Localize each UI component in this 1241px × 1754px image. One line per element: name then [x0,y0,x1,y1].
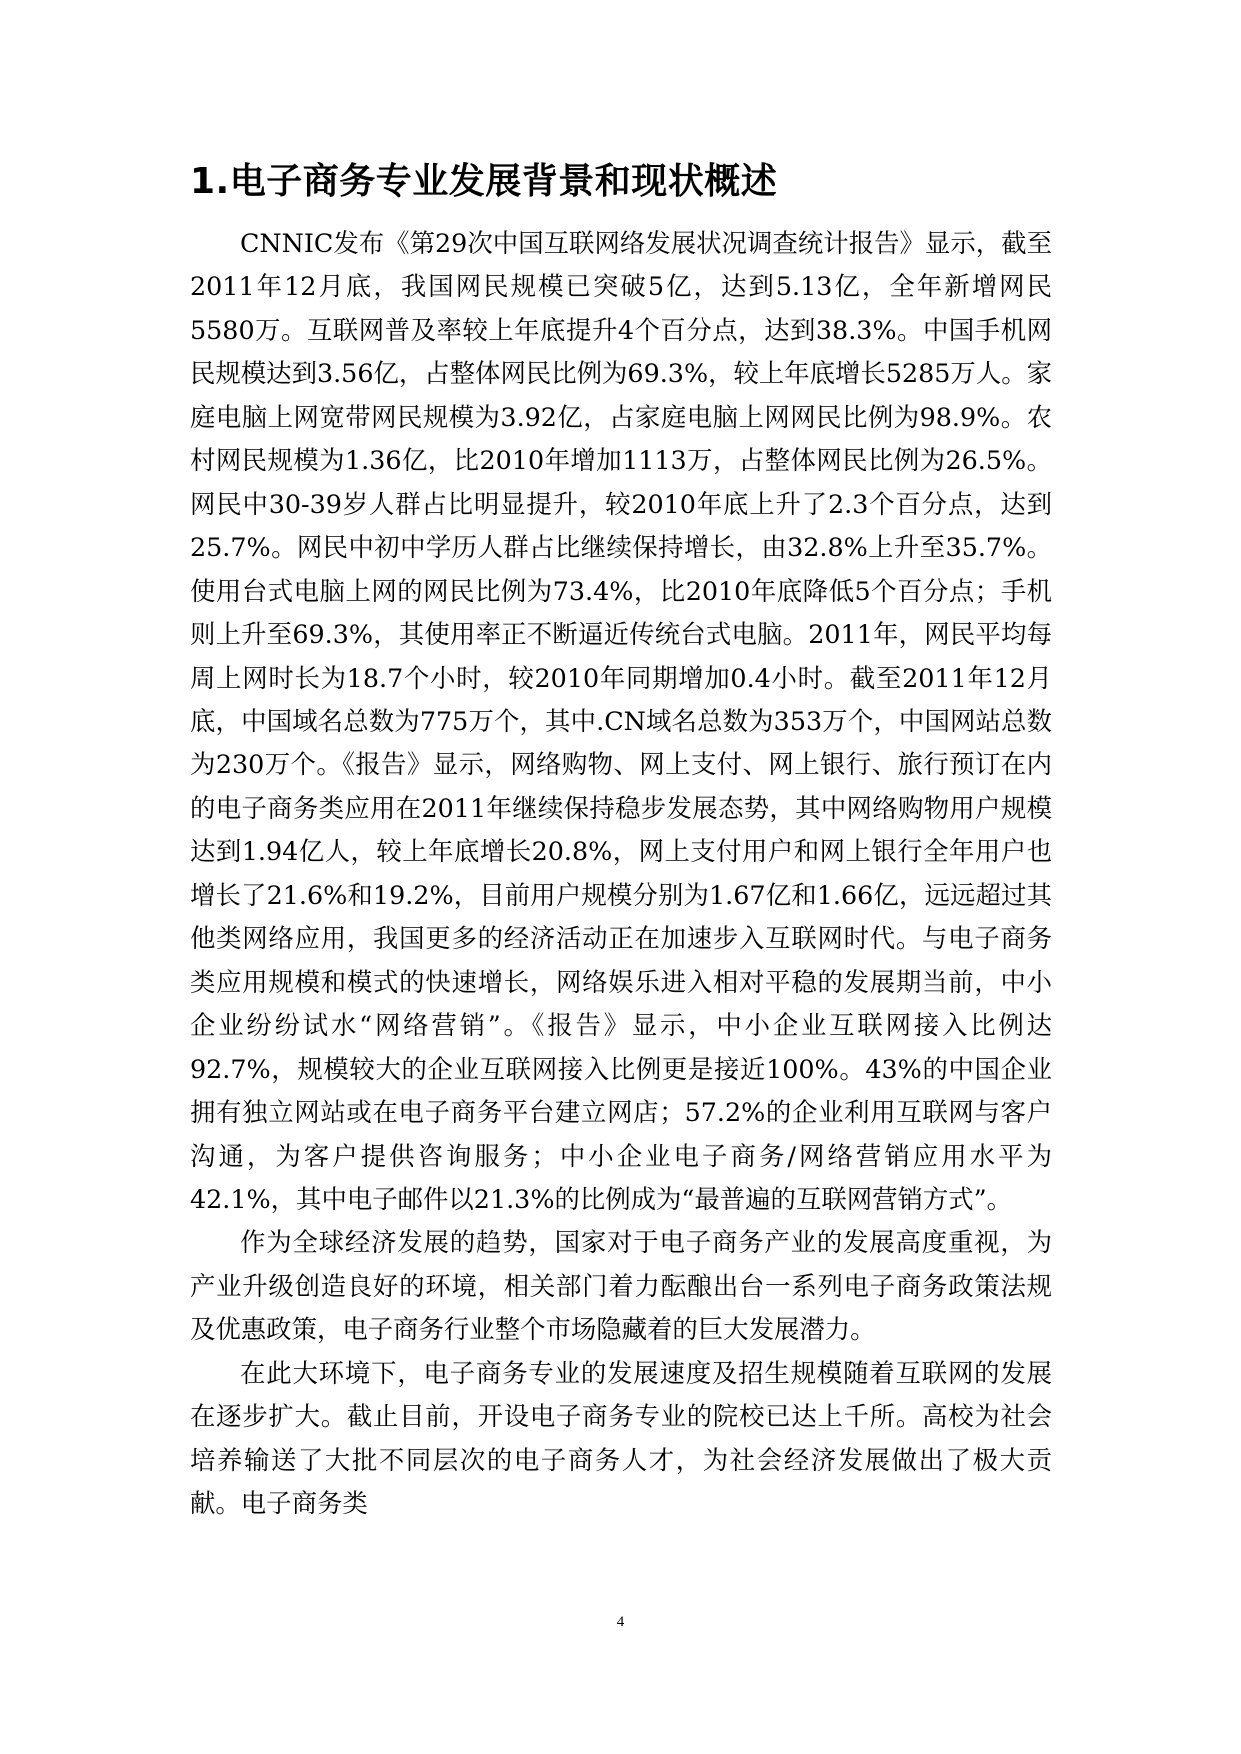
page-number: 4 [616,1614,625,1630]
paragraph: 在此大环境下，电子商务专业的发展速度及招生规模随着互联网的发展在逐步扩大。截止目前，开设电子商务专业的院校已达上千所。高校为社会培养输送了大批不同层次的电子商务人才，为社会经济发展做出了极大贡献。电子商务类 [190,1357,1052,1519]
section-heading: 1.电子商务专业发展背景和现状概述 [190,161,778,202]
paragraph: 作为全球经济发展的趋势，国家对于电子商务产业的发展高度重视，为产业升级创造良好的环境，相关部门着力酝酿出台一系列电子商务政策法规及优惠政策，电子商务行业整个市场隐藏着的巨大发展潜力。 [190,1227,1052,1345]
paragraph: CNNIC发布《第29次中国互联网络发展状况调查统计报告》显示，截至2011年12月底，我国网民规模已突破5亿，达到5.13亿，全年新增网民5580万。互联网普及率较上年底提升4个百分点，达到38.3%。中国手机网民规模达到3.56亿，占整体网民比例为69.3%，较上年底增长5285万人。家庭电脑上网宽带网民规模为3.92亿，占家庭电脑上网网民比例为98.9%。农村网民规模为1.36亿，比2010年增加1113万，占整体网民比例为26.5%。网民中30-39岁人群占比明显提升，较2010年底上升了2.3个百分点，达到25.7%。网民中初中学历人群占比继续保持增长，由32.8%上升至35.7%。使用台式电脑上网的网民比例为73.4%，比2010年底降低5个百分点；手机则上升至69.3%，其使用率正不断逼近传统台式电脑。2011年，网民平均每周上网时长为18.7个小时，较2010年同期增加0.4小时。截至2011年12月底，中国域名总数为775万个，其中.CN域名总数为353万个，中国网站总数为230万个。《报告》显示，网络购物、网上支付、网上银行、旅行预订在内的电子商务类应用在2011年继续保持稳步发展态势，其中网络购物用户规模达到1.94亿人，较上年底增长20.8%，网上支付用户和网上银行全年用户也增长了21.6%和19.2%，目前用户规模分别为1.67亿和1.66亿，远远超过其他类网络应用，我国更多的经济活动正在加速步入互联网时代。与电子商务类应用规模和模式的快速增长，网络娱乐进入相对平稳的发展期当前，中小企业纷纷试水“网络营销”。《报告》显示，中小企业互联网接入比例达92.7%，规模较大的企业互联网接入比例更是接近100%。43%的中国企业拥有独立网站或在电子商务平台建立网店；57.2%的企业利用互联网与客户沟通，为客户提供咨询服务；中小企业电子商务/网络营销应用水平为42.1%，其中电子邮件以21.3%的比例成为“最普遍的互联网营销方式”。 [190,228,1052,1214]
body-text [190,222,1052,1526]
